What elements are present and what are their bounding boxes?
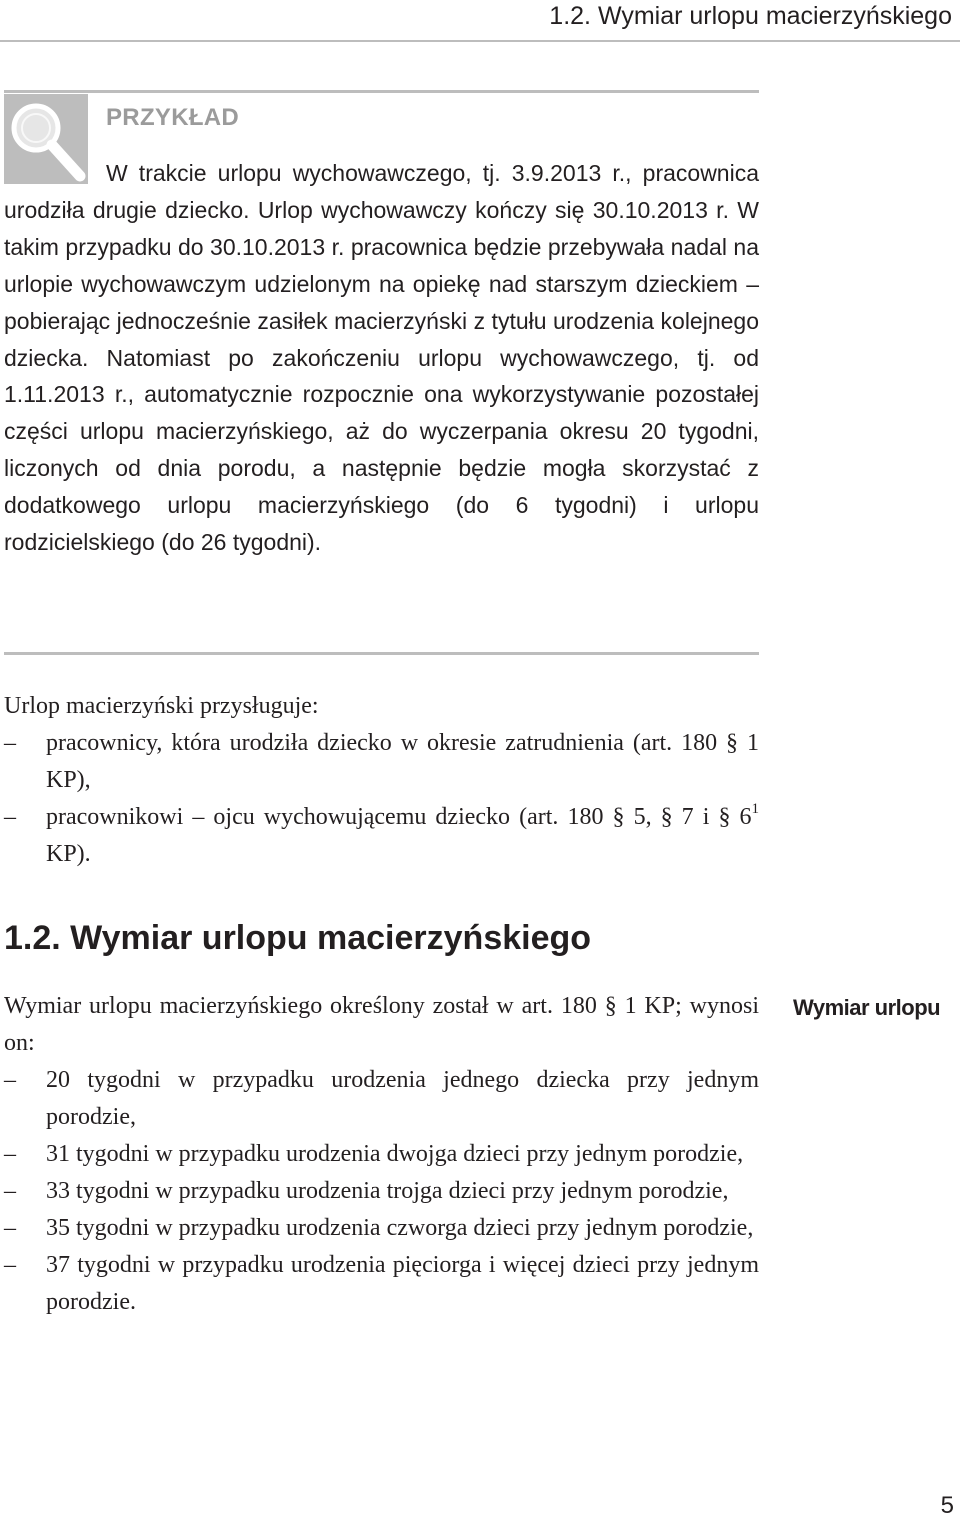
page-number: 5 xyxy=(940,1492,954,1519)
example-top-divider xyxy=(4,90,759,93)
list-item-text: 33 tygodni w przypadku urodzenia trojga dzieci przy jednym porodzie, xyxy=(46,1178,729,1204)
list-item xyxy=(4,1173,759,1210)
dash-bullet: – xyxy=(4,1252,16,1278)
duration-list xyxy=(4,1062,759,1321)
margin-note: Wymiar urlopu xyxy=(793,995,941,1020)
list-item xyxy=(4,799,759,873)
list-item-text: 20 tygodni w przypadku urodzenia jednego dziecka przy jednym porodzie, xyxy=(46,1067,759,1130)
example-bottom-divider xyxy=(4,652,759,655)
section-intro: Wymiar urlopu macierzyńskiego określony został w art. 180 § 1 KP; wynosi on: xyxy=(4,993,759,1056)
header-divider xyxy=(0,40,960,42)
list-item-text: 37 tygodni w przypadku urodzenia pięciorga i więcej dzieci przy jednym porodzie. xyxy=(46,1252,759,1315)
entitlement-intro: Urlop macierzyński przysługuje: xyxy=(4,693,319,719)
list-item-text: pracownicy, która urodziła dziecko w okresie zatrudnienia (art. 180 § 1 KP), xyxy=(46,730,759,793)
dash-bullet: – xyxy=(4,804,16,830)
list-item xyxy=(4,1136,759,1173)
example-label: PRZYKŁAD xyxy=(106,104,240,131)
dash-bullet: – xyxy=(4,1141,16,1167)
list-item xyxy=(4,1062,759,1136)
list-item-text: 35 tygodni w przypadku urodzenia czworga dzieci przy jednym porodzie, xyxy=(46,1215,754,1241)
dash-bullet: – xyxy=(4,1178,16,1204)
running-title: 1.2. Wymiar urlopu macierzyńskiego xyxy=(549,2,952,30)
list-item-text: 31 tygodni w przypadku urodzenia dwojga dzieci przy jednym porodzie, xyxy=(46,1141,744,1167)
entitlement-list xyxy=(4,725,759,873)
list-item xyxy=(4,1210,759,1247)
list-item xyxy=(4,1247,759,1321)
list-item-text-end: KP). xyxy=(46,841,91,867)
dash-bullet: – xyxy=(4,1215,16,1241)
list-item-text: pracownikowi – ojcu wychowującemu dziecko (art. 180 § 5, § 7 i § 6 xyxy=(46,804,752,830)
dash-bullet: – xyxy=(4,1067,16,1093)
superscript: 1 xyxy=(751,801,759,817)
dash-bullet: – xyxy=(4,730,16,756)
example-text: W trakcie urlopu wychowawczego, tj. 3.9.2013 r., pracownica urodziła drugie dziecko. Urlop wychowawczy kończy się 30.10.2013 r. W takim przypadku do 30.10.2013 r. pracownica będzie przebywała nadal na urlopie wychowawczym udzielonym na opiekę nad starszym dzieckiem – pobierając jednocześnie zasiłek macierzyński z tytułu urodzenia kolejnego dziecka. Natomiast po zakończeniu urlopu wychowawczego, tj. od 1.11.2013 r., automatycznie rozpocznie ona wykorzystywanie pozostałej części urlopu macierzyńskiego, aż do wyczerpania okresu 20 tygodni, liczonych od dnia porodu, a następnie będzie mogła skorzystać z dodatkowego urlopu macierzyńskiego (do 6 tygodni) i urlopu rodzicielskiego (do 26 tygodni). xyxy=(4,160,759,556)
section-heading: 1.2. Wymiar urlopu macierzyńskiego xyxy=(4,919,592,957)
list-item xyxy=(4,725,759,799)
